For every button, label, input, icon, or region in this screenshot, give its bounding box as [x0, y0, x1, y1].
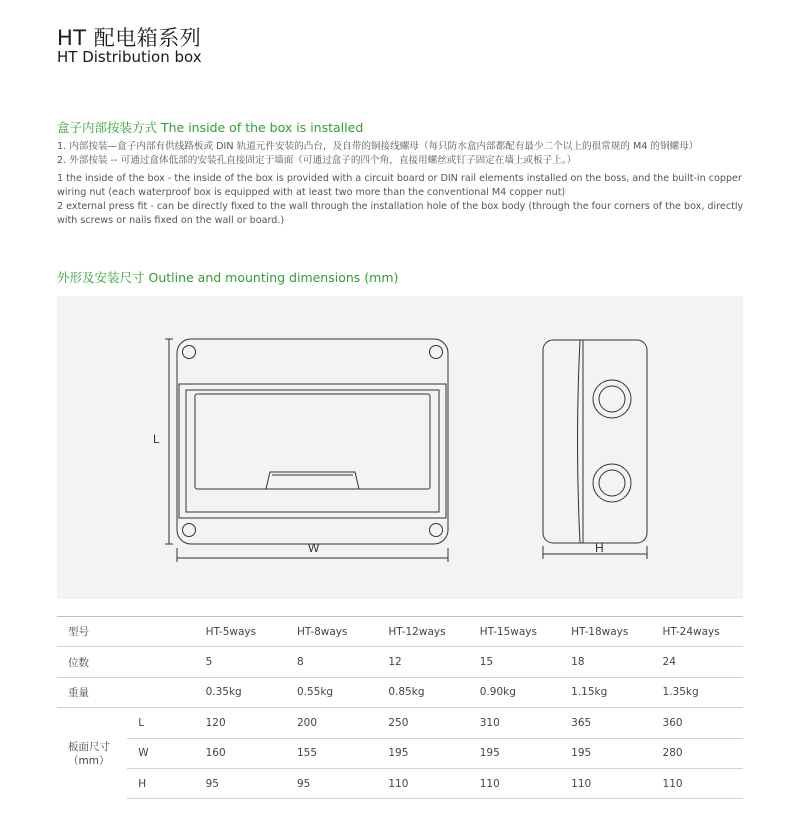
installation-notes-en	[57, 172, 747, 228]
label-height: H	[595, 541, 604, 555]
sub-label-w: W	[127, 738, 194, 768]
dim-cell: 360	[652, 708, 743, 738]
table-row-dim-l	[57, 708, 743, 738]
label-length: L	[153, 432, 160, 446]
mount-hole-icon	[430, 524, 443, 537]
model-cell: HT-15ways	[469, 617, 560, 647]
weight-cell: 0.90kg	[469, 677, 560, 707]
weight-cell: 0.85kg	[377, 677, 468, 707]
table-row-ways	[57, 647, 743, 677]
note-en-1: 1 the inside of the box - the inside of the box is provided with a circuit board or DIN rail elements installed on the boss, and the built-in copper wiring nut (each waterproof box is equipped with at least two more than the conventional M4 copper nut)	[57, 173, 742, 198]
ways-cell: 15	[469, 647, 560, 677]
dim-cell: 310	[469, 708, 560, 738]
label-width: W	[308, 541, 320, 555]
weight-cell: 0.55kg	[286, 677, 377, 707]
ways-cell: 8	[286, 647, 377, 677]
dim-cell: 155	[286, 738, 377, 768]
ways-cell: 12	[377, 647, 468, 677]
panel-size-label-line1: 板面尺寸	[68, 740, 110, 753]
dim-cell: 110	[560, 768, 651, 798]
weight-cell: 1.35kg	[652, 677, 743, 707]
note-cn-2: 2. 外部按装 -- 可通过盒体低部的安装孔直接固定于墙面（可通过盒子的四个角，直接用螺丝或钉子固定在墙上或板子上。）	[57, 155, 577, 166]
dim-cell: 120	[195, 708, 286, 738]
dim-cell: 110	[652, 768, 743, 798]
ways-cell: 18	[560, 647, 651, 677]
mount-hole-icon	[430, 346, 443, 359]
table-row-weight	[57, 677, 743, 707]
dim-cell: 195	[377, 738, 468, 768]
mount-hole-icon	[183, 346, 196, 359]
model-cell: HT-12ways	[377, 617, 468, 647]
dim-cell: 160	[195, 738, 286, 768]
table-row-dim-h	[57, 768, 743, 798]
front-view-box	[177, 339, 448, 544]
dim-cell: 250	[377, 708, 468, 738]
row-label-weight: 重量	[57, 677, 195, 707]
row-label-panel-size	[57, 708, 127, 799]
note-cn-1: 1. 内部按装—盒子内部有供线路板或 DIN 轨道元件安装的凸台，及自带的铜接线螺母（每只防水盒内部都配有最少二个以上的很常规的 M4 的铜螺母）	[57, 141, 699, 152]
dim-cell: 110	[469, 768, 560, 798]
sub-label-l: L	[127, 708, 194, 738]
side-view-box	[543, 340, 647, 543]
dim-cell: 95	[286, 768, 377, 798]
model-cell: HT-5ways	[195, 617, 286, 647]
section-heading-dimensions: 外形及安装尺寸 Outline and mounting dimensions (mm)	[57, 270, 399, 285]
row-label-ways: 位数	[57, 647, 195, 677]
drawing-svg	[57, 296, 743, 599]
ways-cell: 5	[195, 647, 286, 677]
front-cover-outline	[179, 384, 446, 518]
dim-cell: 195	[469, 738, 560, 768]
mount-hole-icon	[183, 524, 196, 537]
row-label-model: 型号	[57, 617, 195, 647]
dim-cell: 195	[560, 738, 651, 768]
note-en-2: 2 external press fit - can be directly fixed to the wall through the installation hole of the box body (through the four corners of the box, directly with screws or nails fixed on the wall or board.)	[57, 201, 744, 226]
installation-notes-cn	[57, 140, 747, 168]
spec-table	[57, 616, 743, 799]
ways-cell: 24	[652, 647, 743, 677]
dimension-drawing	[57, 296, 743, 599]
model-cell: HT-24ways	[652, 617, 743, 647]
page-subtitle: HT Distribution box	[57, 48, 202, 66]
dim-cell: 95	[195, 768, 286, 798]
model-cell: HT-18ways	[560, 617, 651, 647]
dim-cell: 200	[286, 708, 377, 738]
sub-label-h: H	[127, 768, 194, 798]
panel-size-label-line2: （mm）	[68, 754, 110, 767]
section-heading-installation: 盒子内部按装方式 The inside of the box is installed	[57, 120, 364, 135]
dim-cell: 280	[652, 738, 743, 768]
dim-cell: 110	[377, 768, 468, 798]
table-row-dim-w	[57, 738, 743, 768]
weight-cell: 1.15kg	[560, 677, 651, 707]
model-cell: HT-8ways	[286, 617, 377, 647]
page-title: HT 配电箱系列	[57, 26, 202, 50]
weight-cell: 0.35kg	[195, 677, 286, 707]
table-row-model	[57, 617, 743, 647]
dim-cell: 365	[560, 708, 651, 738]
